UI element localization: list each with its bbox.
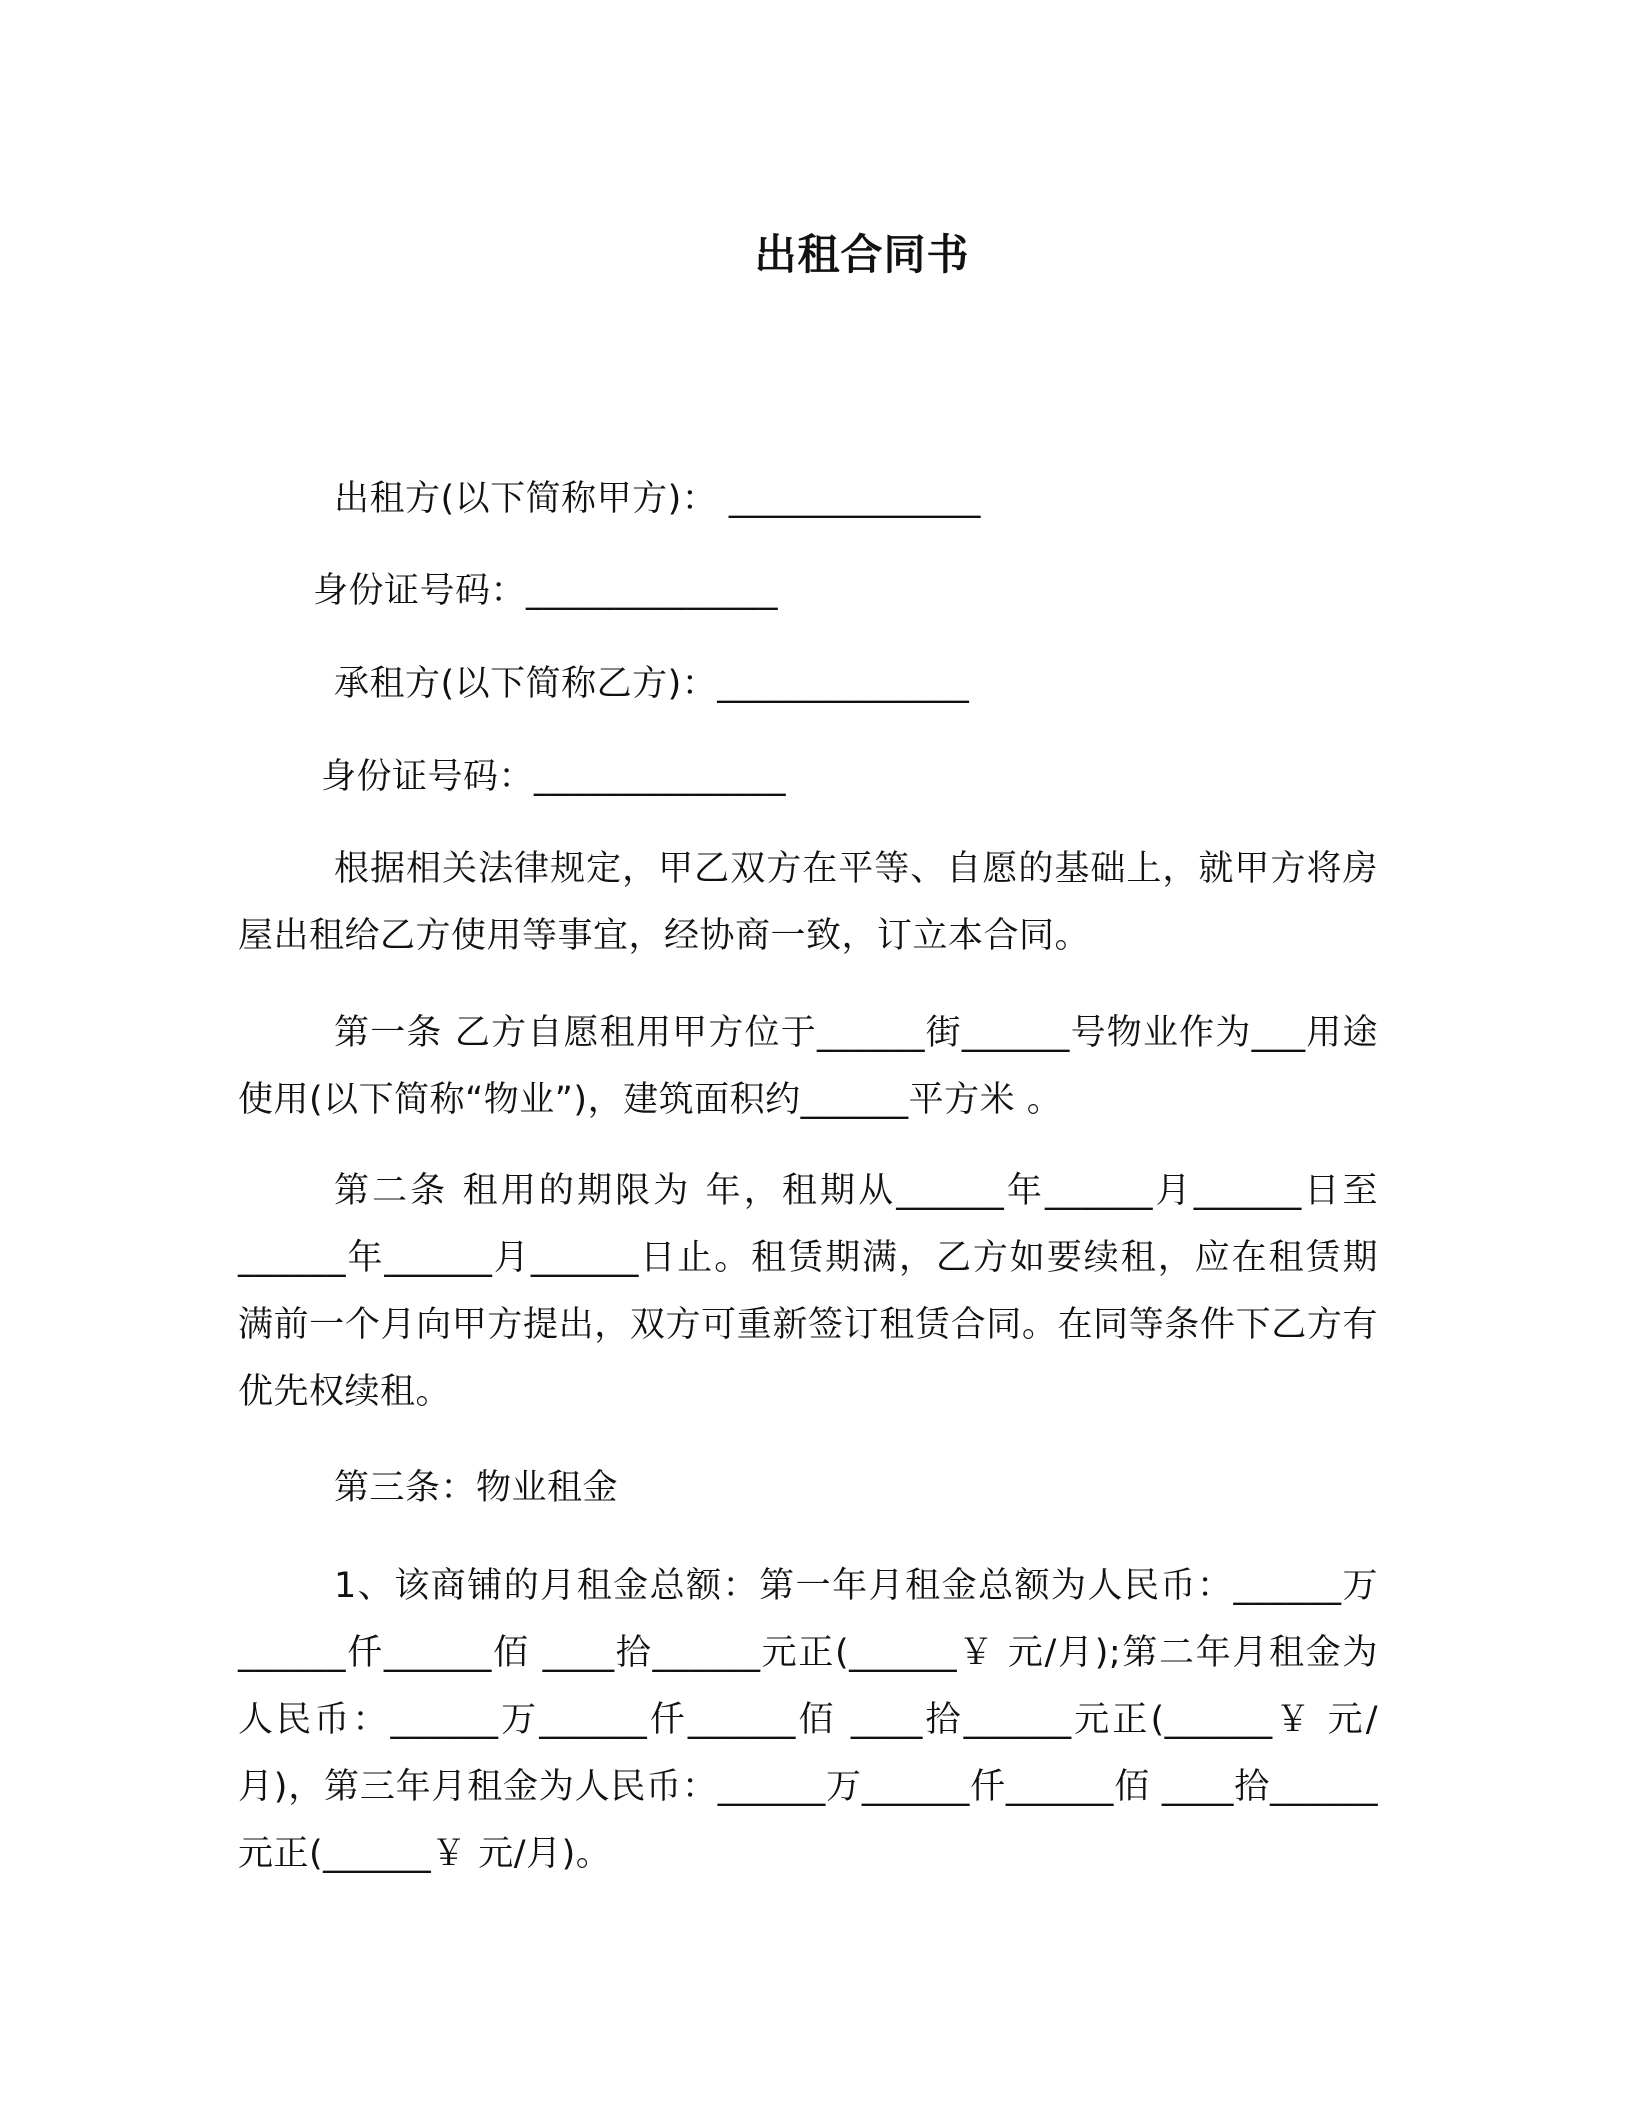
article-2-paragraph: 第二条 租用的期限为 年，租期从______年______月______日至______年______月______日止。租赁期满，乙方如要续租，应在租赁期满前一个月向甲方提出，双方可重新签订租赁合同。在同等条件下乙方有优先权续租。 (238, 1171, 1378, 1412)
lessor-field: 出租方(以下简称甲方)： ______________ (334, 479, 981, 519)
article-3-heading: 第三条：物业租金 (334, 1468, 619, 1508)
lessee-field: 承租方(以下简称乙方)：______________ (334, 664, 970, 704)
lessor-id-field: 身份证号码：______________ (313, 571, 779, 611)
article-1-paragraph: 第一条 乙方自愿租用甲方位于______街______号物业作为___用途使用(以下简称“物业”)，建筑面积约______平方米 。 (238, 1013, 1378, 1120)
article-3-item-1: 1、该商铺的月租金总额：第一年月租金总额为人民币：______万______仟______佰 ____拾______元正(______￥ 元/月);第二年月租金为人民币：______万______仟______佰 ____拾______元正(______￥ 元/月)，第三年月租金为人民币：______万______仟______佰 ____拾______元正(______￥ 元/月)。 (238, 1566, 1378, 1874)
preamble-paragraph: 根据相关法律规定，甲乙双方在平等、自愿的基础上，就甲方将房屋出租给乙方使用等事宜，经协商一致，订立本合同。 (238, 849, 1378, 956)
document-title: 出租合同书 (754, 230, 970, 279)
lessee-id-field: 身份证号码：______________ (321, 757, 787, 797)
